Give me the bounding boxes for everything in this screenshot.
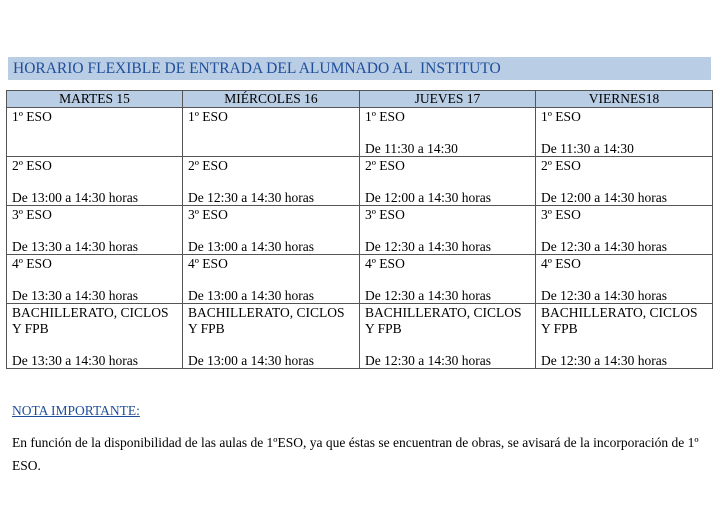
- group-label: 1º ESO: [188, 109, 228, 124]
- note-heading: NOTA IMPORTANTE:: [12, 403, 140, 418]
- group-label: BACHILLERATO, CICLOS Y FPB: [541, 305, 698, 336]
- group-label: 2º ESO: [541, 158, 581, 173]
- document-title: HORARIO FLEXIBLE DE ENTRADA DEL ALUMNADO AL INSTITUTO: [8, 57, 711, 80]
- group-label: BACHILLERATO, CICLOS Y FPB: [188, 305, 345, 336]
- time-range: De 12:30 a 14:30 horas: [541, 288, 667, 303]
- time-range: De 12:30 a 14:30 horas: [365, 288, 491, 303]
- group-label: 4º ESO: [541, 256, 581, 271]
- group-label: 4º ESO: [12, 256, 52, 271]
- table-cell: [183, 206, 360, 255]
- time-range: De 13:30 a 14:30 horas: [12, 239, 138, 254]
- time-range: De 12:00 a 14:30 horas: [365, 190, 491, 205]
- group-label: 1º ESO: [12, 109, 52, 124]
- time-range: De 13:30 a 14:30 horas: [12, 288, 138, 303]
- table-cell: [7, 255, 183, 304]
- table-cell: [183, 108, 360, 157]
- schedule-table: [6, 90, 713, 369]
- table-cell: [536, 108, 713, 157]
- group-label: 3º ESO: [541, 207, 581, 222]
- group-label: 2º ESO: [365, 158, 405, 173]
- time-range: De 11:30 a 14:30: [541, 141, 634, 156]
- table-cell: [536, 255, 713, 304]
- time-range: De 12:30 a 14:30 horas: [541, 353, 667, 368]
- table-row: [7, 206, 713, 255]
- table-cell: [7, 206, 183, 255]
- group-label: BACHILLERATO, CICLOS Y FPB: [12, 305, 169, 336]
- time-range: De 12:30 a 14:30 horas: [365, 353, 491, 368]
- column-header: VIERNES18: [536, 91, 713, 108]
- table-cell: [183, 304, 360, 369]
- table-cell: [536, 157, 713, 206]
- header-row: [7, 91, 713, 108]
- group-label: 2º ESO: [12, 158, 52, 173]
- time-range: De 12:30 a 14:30 horas: [365, 239, 491, 254]
- table-cell: [360, 304, 536, 369]
- table-cell: [360, 206, 536, 255]
- time-range: De 11:30 a 14:30: [365, 141, 458, 156]
- table-row: [7, 108, 713, 157]
- group-label: 1º ESO: [365, 109, 405, 124]
- time-range: De 13:00 a 14:30 horas: [188, 288, 314, 303]
- column-header: JUEVES 17: [360, 91, 536, 108]
- table-cell: [536, 206, 713, 255]
- group-label: 3º ESO: [12, 207, 52, 222]
- time-range: De 13:00 a 14:30 horas: [188, 353, 314, 368]
- group-label: 1º ESO: [541, 109, 581, 124]
- time-range: De 12:00 a 14:30 horas: [541, 190, 667, 205]
- table-cell: [360, 108, 536, 157]
- table-cell: [183, 157, 360, 206]
- column-header: MARTES 15: [7, 91, 183, 108]
- table-cell: [360, 157, 536, 206]
- table-row: [7, 304, 713, 369]
- table-row: [7, 157, 713, 206]
- time-range: De 12:30 a 14:30 horas: [541, 239, 667, 254]
- group-label: 3º ESO: [365, 207, 405, 222]
- time-range: De 13:00 a 14:30 horas: [188, 239, 314, 254]
- table-row: [7, 255, 713, 304]
- note-text: En función de la disponibilidad de las aulas de 1ºESO, ya que éstas se encuentran de obras, se avisará de la incorporación de 1º ESO.: [12, 435, 699, 473]
- group-label: 3º ESO: [188, 207, 228, 222]
- group-label: 4º ESO: [365, 256, 405, 271]
- table-cell: [536, 304, 713, 369]
- group-label: 2º ESO: [188, 158, 228, 173]
- time-range: De 13:30 a 14:30 horas: [12, 353, 138, 368]
- group-label: 4º ESO: [188, 256, 228, 271]
- table-cell: [360, 255, 536, 304]
- table-cell: [7, 108, 183, 157]
- table-cell: [7, 304, 183, 369]
- group-label: BACHILLERATO, CICLOS Y FPB: [365, 305, 522, 336]
- table-cell: [7, 157, 183, 206]
- time-range: De 12:30 a 14:30 horas: [188, 190, 314, 205]
- time-range: De 13:00 a 14:30 horas: [12, 190, 138, 205]
- column-header: MIÉRCOLES 16: [183, 91, 360, 108]
- table-cell: [183, 255, 360, 304]
